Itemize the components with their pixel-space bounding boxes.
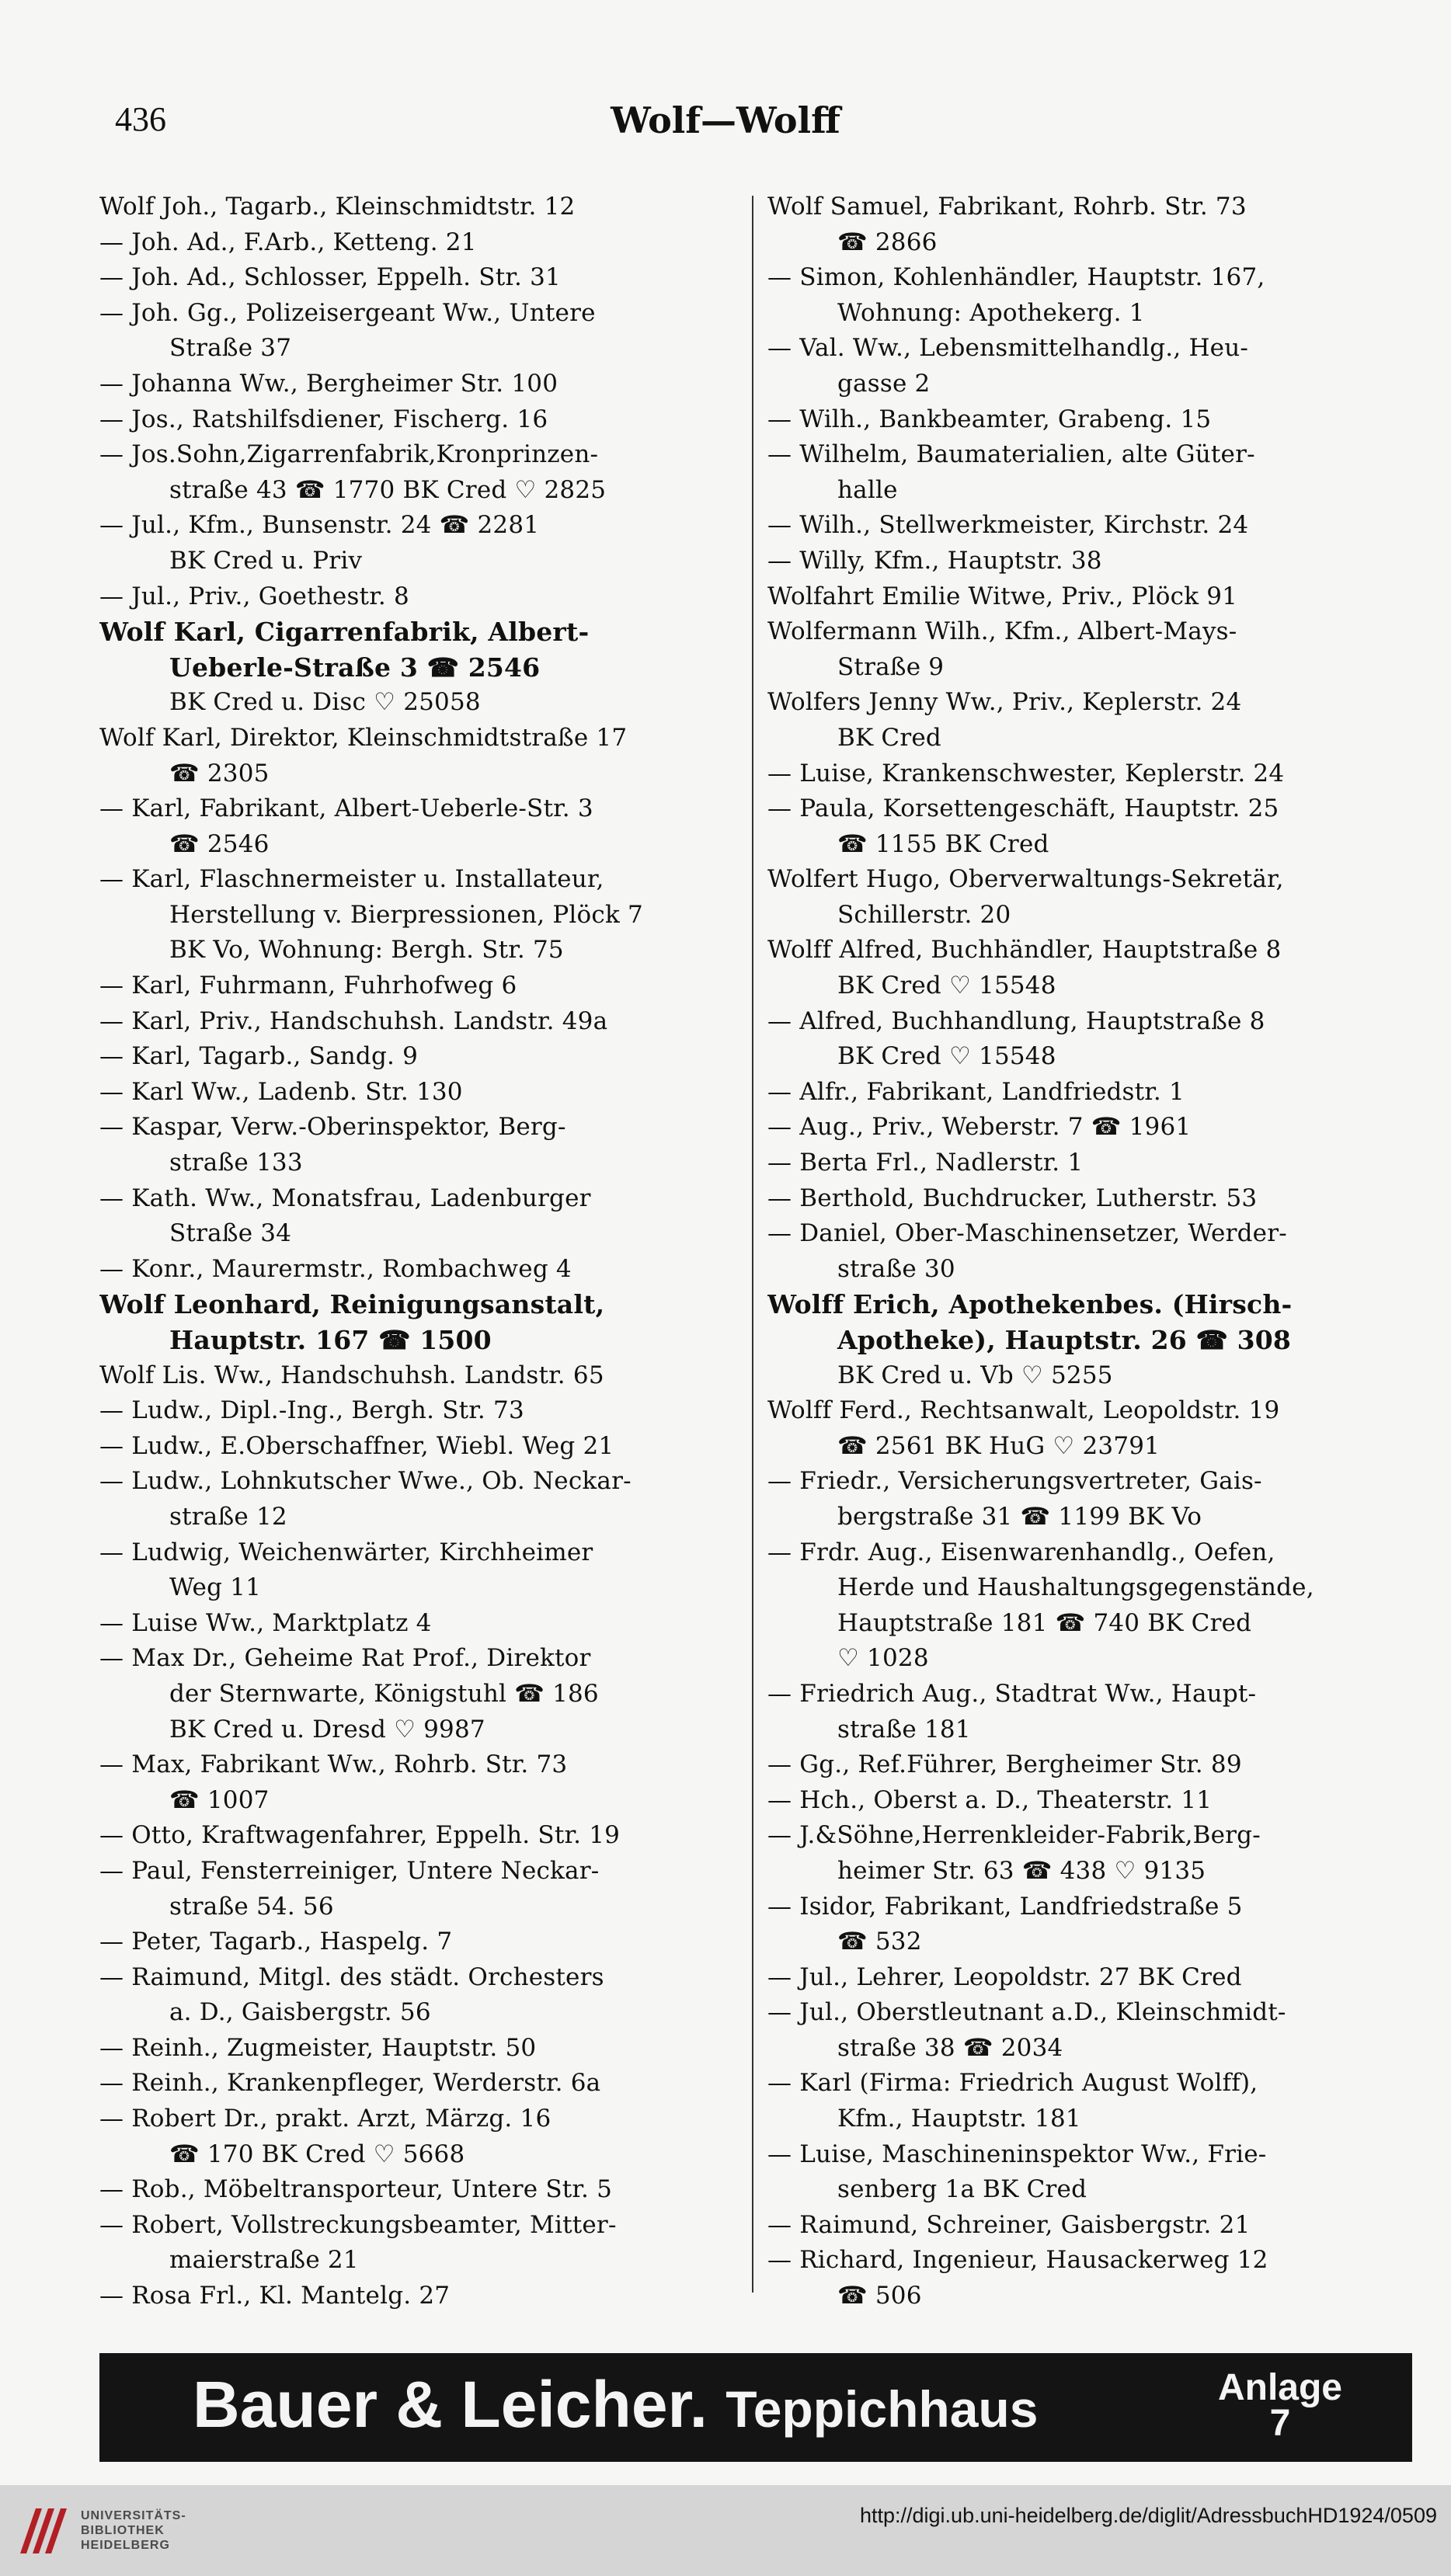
directory-entry-line: — Luise Ww., Marktplatz 4 (99, 1608, 432, 1637)
directory-entry-line: — Otto, Kraftwagenfahrer, Eppelh. Str. 19 (99, 1821, 621, 1850)
directory-entry-line: Wolff Erich, Apothekenbes. (Hirsch- (767, 1289, 1293, 1320)
logo-line-3: HEIDELBERG (81, 2539, 170, 2552)
directory-entry-line: — Wilh., Bankbeamter, Grabeng. 15 (767, 405, 1212, 433)
page-number: 436 (115, 100, 166, 138)
directory-entry-line: ☎ 1007 (169, 1785, 270, 1814)
directory-entry-line: — Kath. Ww., Monatsfrau, Ladenburger (99, 1184, 591, 1212)
directory-entry-line: BK Cred u. Vb ♡ 5255 (837, 1361, 1113, 1389)
footer-bar (0, 2485, 1451, 2576)
directory-entry-line: ☎ 2561 BK HuG ♡ 23791 (837, 1431, 1160, 1460)
directory-entry-line: — Jul., Kfm., Bunsenstr. 24 ☎ 2281 (99, 511, 540, 540)
directory-entry-line: — Karl, Tagarb., Sandg. 9 (99, 1042, 419, 1071)
directory-entry-line: Wolf Samuel, Fabrikant, Rohrb. Str. 73 (767, 193, 1247, 221)
directory-entry-line: Ueberle-Straße 3 ☎ 2546 (169, 652, 541, 683)
directory-entry-line: BK Cred u. Priv (169, 546, 363, 575)
directory-entry-line: Kfm., Hauptstr. 181 (837, 2105, 1081, 2133)
directory-entry-line: — Alfr., Fabrikant, Landfriedstr. 1 (767, 1077, 1185, 1106)
directory-entry-line: — Ludw., E.Oberschaffner, Wiebl. Weg 21 (99, 1431, 614, 1460)
directory-entry-line: — Gg., Ref.Führer, Bergheimer Str. 89 (767, 1750, 1242, 1779)
directory-entry-line: gasse 2 (837, 369, 931, 398)
directory-entry-line: Wolf Lis. Ww., Handschuhsh. Landstr. 65 (99, 1361, 604, 1389)
ad-annex-number: 7 (1269, 2403, 1291, 2444)
directory-entry-line: — Simon, Kohlenhändler, Hauptstr. 167, (767, 263, 1265, 292)
directory-entry-line: — Konr., Maurermstr., Rombachweg 4 (99, 1254, 572, 1283)
page-header (0, 99, 1451, 146)
directory-entry-line: — Joh. Gg., Polizeisergeant Ww., Untere (99, 298, 596, 327)
directory-entry-line: — Ludw., Lohnkutscher Wwe., Ob. Neckar- (99, 1467, 632, 1496)
directory-entry-line: Wolf Karl, Direktor, Kleinschmidtstraße 17 (99, 723, 628, 752)
directory-entry-line: BK Cred ♡ 15548 (837, 972, 1056, 1000)
directory-entry-line: heimer Str. 63 ☎ 438 ♡ 9135 (837, 1856, 1206, 1885)
directory-entry-line: — Reinh., Zugmeister, Hauptstr. 50 (99, 2033, 537, 2062)
directory-entry-line: straße 30 (837, 1254, 955, 1283)
directory-entry-line: ☎ 532 (837, 1928, 922, 1956)
directory-entry-line: straße 12 (169, 1502, 287, 1531)
directory-entry-line: ☎ 506 (837, 2282, 922, 2310)
directory-entry-line: ☎ 1155 BK Cred (837, 829, 1049, 858)
directory-entry-line: Straße 37 (169, 334, 292, 363)
ad-annex-label: Anlage (1217, 2367, 1342, 2408)
directory-entry-line: — Karl, Flaschnermeister u. Installateur, (99, 865, 604, 894)
directory-entry-line: — Wilh., Stellwerkmeister, Kirchstr. 24 (767, 511, 1249, 540)
directory-entry-line: ☎ 2866 (837, 228, 938, 256)
ad-annex-note (1217, 2367, 1342, 2444)
directory-entry-line: a. D., Gaisbergstr. 56 (169, 1998, 431, 2027)
logo-line-1: UNIVERSITÄTS- (81, 2509, 186, 2522)
directory-entry-line: straße 43 ☎ 1770 BK Cred ♡ 2825 (169, 475, 607, 504)
directory-columns (99, 189, 1404, 2317)
ad-business-type: Teppichhaus (726, 2380, 1039, 2438)
directory-entry-line: — Paula, Korsettengeschäft, Hauptstr. 25 (767, 794, 1279, 823)
directory-entry-line: — Berta Frl., Nadlerstr. 1 (767, 1149, 1084, 1177)
directory-entry-line: BK Cred ♡ 15548 (837, 1042, 1056, 1071)
directory-entry-line: der Sternwarte, Königstuhl ☎ 186 (169, 1679, 599, 1708)
directory-entry-line: — Karl (Firma: Friedrich August Wolff), (767, 2069, 1258, 2098)
directory-entry-line: BK Vo, Wohnung: Bergh. Str. 75 (169, 936, 564, 965)
directory-entry-line: Herde und Haushaltungsgegenstände, (837, 1573, 1314, 1602)
directory-entry-line: — Isidor, Fabrikant, Landfriedstraße 5 (767, 1892, 1243, 1921)
directory-entry-line: Wolfers Jenny Ww., Priv., Keplerstr. 24 (767, 688, 1242, 717)
directory-entry-line: — Joh. Ad., F.Arb., Ketteng. 21 (99, 228, 477, 256)
directory-entry-line: Hauptstraße 181 ☎ 740 BK Cred (837, 1608, 1252, 1637)
directory-entry-line: — Jul., Oberstleutnant a.D., Kleinschmidt- (767, 1998, 1286, 2027)
directory-entry-line: straße 38 ☎ 2034 (837, 2033, 1063, 2062)
directory-entry-line: — Karl Ww., Ladenb. Str. 130 (99, 1077, 463, 1106)
directory-entry-line: — Willy, Kfm., Hauptstr. 38 (767, 546, 1102, 575)
directory-entry-line: — Kaspar, Verw.-Oberinspektor, Berg- (99, 1113, 566, 1142)
directory-entry-line: senberg 1a BK Cred (837, 2175, 1087, 2204)
directory-entry-line: — Peter, Tagarb., Haspelg. 7 (99, 1928, 453, 1956)
directory-entry-line: — Robert, Vollstreckungsbeamter, Mitter- (99, 2210, 617, 2239)
directory-entry-line: Hauptstr. 167 ☎ 1500 (169, 1325, 492, 1355)
directory-entry-line: Straße 9 (837, 652, 945, 681)
directory-entry-line: Weg 11 (169, 1573, 262, 1602)
directory-entry-line: — Reinh., Krankenpfleger, Werderstr. 6a (99, 2069, 601, 2098)
directory-entry-line: Wolf Karl, Cigarrenfabrik, Albert- (99, 617, 590, 648)
library-logo-text (81, 2508, 186, 2553)
directory-entry-line: — Jos.Sohn,Zigarrenfabrik,Kronprinzen- (99, 440, 599, 469)
directory-entry-line: — Richard, Ingenieur, Hausackerweg 12 (767, 2246, 1268, 2275)
directory-entry-line: — Friedrich Aug., Stadtrat Ww., Haupt- (767, 1679, 1257, 1708)
directory-entry-line: — Rob., Möbeltransporteur, Untere Str. 5 (99, 2175, 613, 2204)
directory-entry-line: — Jul., Priv., Goethestr. 8 (99, 582, 409, 610)
directory-entry-line: BK Cred u. Dresd ♡ 9987 (169, 1715, 485, 1743)
directory-entry-line: — Karl, Fabrikant, Albert-Ueberle-Str. 3 (99, 794, 593, 823)
advertisement-banner (99, 2353, 1412, 2462)
directory-entry-line: — Luise, Maschineninspektor Ww., Frie- (767, 2140, 1267, 2168)
directory-entry-line: — Hch., Oberst a. D., Theaterstr. 11 (767, 1785, 1213, 1814)
directory-entry-line: Apotheke), Hauptstr. 26 ☎ 308 (837, 1325, 1292, 1355)
directory-entry-line: BK Cred u. Disc ♡ 25058 (169, 688, 481, 717)
directory-entry-line: — Joh. Ad., Schlosser, Eppelh. Str. 31 (99, 263, 561, 292)
left-column (99, 189, 736, 2314)
directory-entry-line: straße 181 (837, 1715, 971, 1743)
directory-entry-line: — Daniel, Ober-Maschinensetzer, Werder- (767, 1219, 1287, 1248)
directory-entry-line: — Jos., Ratshilfsdiener, Fischerg. 16 (99, 405, 548, 433)
directory-entry-line: — Frdr. Aug., Eisenwarenhandlg., Oefen, (767, 1538, 1275, 1566)
source-url-link[interactable]: http://digi.ub.uni-heidelberg.de/diglit/AdressbuchHD1924/0509 (859, 2504, 1437, 2527)
directory-entry-line: — Ludw., Dipl.-Ing., Bergh. Str. 73 (99, 1396, 524, 1425)
directory-entry-line: — Robert Dr., prakt. Arzt, Märzg. 16 (99, 2105, 552, 2133)
directory-entry-line: Straße 34 (169, 1219, 292, 1248)
directory-entry-line: — Paul, Fensterreiniger, Untere Neckar- (99, 1856, 600, 1885)
ad-company-name: Bauer & Leicher. (193, 2368, 708, 2441)
directory-entry-line: — Karl, Fuhrmann, Fuhrhofweg 6 (99, 972, 517, 1000)
directory-entry-line: BK Cred (837, 723, 941, 752)
directory-entry-line: — Aug., Priv., Weberstr. 7 ☎ 1961 (767, 1113, 1192, 1142)
directory-entry-line: — Luise, Krankenschwester, Keplerstr. 24 (767, 759, 1285, 787)
directory-entry-line: Wolf Leonhard, Reinigungsanstalt, (99, 1289, 605, 1320)
directory-entry-line: Wolfert Hugo, Oberverwaltungs-Sekretär, (767, 865, 1284, 894)
directory-entry-line: — Ludwig, Weichenwärter, Kirchheimer (99, 1538, 593, 1566)
directory-entry-line: ☎ 2305 (169, 759, 270, 787)
directory-entry-line: Wolfermann Wilh., Kfm., Albert-Mays- (767, 617, 1237, 646)
logo-line-2: BIBLIOTHEK (81, 2524, 165, 2537)
directory-entry-line: — Johanna Ww., Bergheimer Str. 100 (99, 369, 558, 398)
right-column (767, 189, 1404, 2314)
directory-entry-line: Schillerstr. 20 (837, 900, 1011, 929)
directory-entry-line: — Alfred, Buchhandlung, Hauptstraße 8 (767, 1006, 1265, 1035)
directory-entry-line: ☎ 2546 (169, 829, 270, 858)
library-logo-icon (16, 2502, 70, 2558)
directory-entry-line: Wolff Alfred, Buchhändler, Hauptstraße 8 (767, 936, 1282, 965)
ad-company (193, 2367, 1038, 2442)
running-head: Wolf—Wolff (611, 99, 840, 141)
directory-entry-line: — Raimund, Mitgl. des städt. Orchesters (99, 1962, 604, 1991)
directory-entry-line: — Karl, Priv., Handschuhsh. Landstr. 49a (99, 1006, 608, 1035)
directory-entry-line: straße 133 (169, 1149, 303, 1177)
directory-entry-line: Wolfahrt Emilie Witwe, Priv., Plöck 91 (767, 582, 1238, 610)
directory-entry-line: — Rosa Frl., Kl. Mantelg. 27 (99, 2282, 451, 2310)
directory-entry-line: bergstraße 31 ☎ 1199 BK Vo (837, 1502, 1202, 1531)
directory-entry-line: — Max Dr., Geheime Rat Prof., Direktor (99, 1644, 591, 1673)
directory-entry-line: ☎ 170 BK Cred ♡ 5668 (169, 2140, 465, 2168)
directory-entry-line: Wolff Ferd., Rechtsanwalt, Leopoldstr. 19 (767, 1396, 1280, 1425)
directory-entry-line: halle (837, 475, 898, 504)
column-divider (752, 196, 753, 2293)
directory-entry-line: Herstellung v. Bierpressionen, Plöck 7 (169, 900, 643, 929)
directory-entry-line: — Val. Ww., Lebensmittelhandlg., Heu- (767, 334, 1249, 363)
directory-entry-line: ♡ 1028 (837, 1644, 929, 1673)
directory-entry-line: Wolf Joh., Tagarb., Kleinschmidtstr. 12 (99, 193, 576, 221)
directory-entry-line: — Berthold, Buchdrucker, Lutherstr. 53 (767, 1184, 1258, 1212)
directory-entry-line: — Jul., Lehrer, Leopoldstr. 27 BK Cred (767, 1962, 1242, 1991)
directory-entry-line: — J.&Söhne,Herrenkleider-Fabrik,Berg- (767, 1821, 1261, 1850)
directory-entry-line: — Wilhelm, Baumaterialien, alte Güter- (767, 440, 1255, 469)
directory-entry-line: straße 54. 56 (169, 1892, 334, 1921)
directory-entry-line: — Friedr., Versicherungsvertreter, Gais- (767, 1467, 1262, 1496)
directory-entry-line: — Raimund, Schreiner, Gaisbergstr. 21 (767, 2210, 1251, 2239)
directory-entry-line: Wohnung: Apothekerg. 1 (837, 298, 1145, 327)
directory-entry-line: maierstraße 21 (169, 2246, 359, 2275)
directory-entry-line: — Max, Fabrikant Ww., Rohrb. Str. 73 (99, 1750, 568, 1779)
